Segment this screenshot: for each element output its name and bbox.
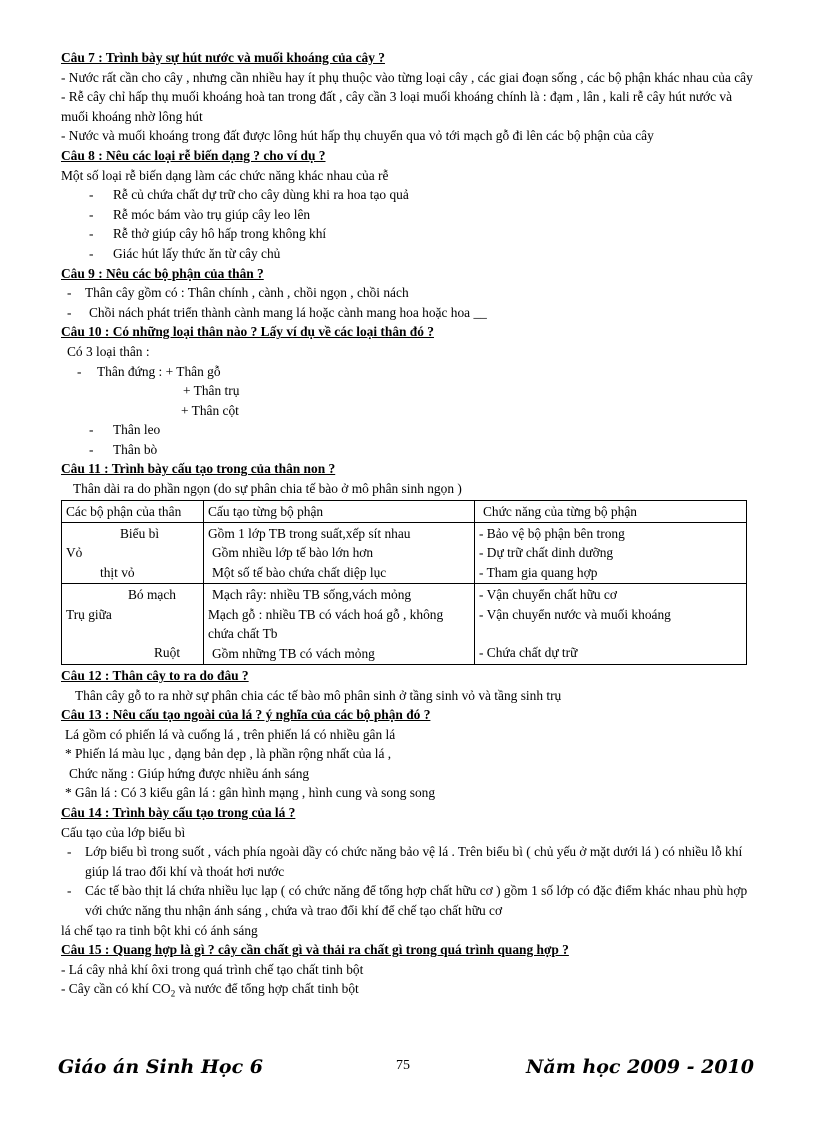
q9-item-1: - Thân cây gồm có : Thân chính , cành , chồi ngọn , chồi nách [61,283,757,303]
row1-function [475,523,747,584]
q15-line-2-sub: 2 [170,989,176,1000]
document-body [61,48,757,1005]
row2-function-2: - Vận chuyển nước và muối khoáng [479,606,671,622]
q15-title: Câu 15 : Quang hợp là gì ? cây cần chất gì và thải ra chất gì trong quá trình quang hợp ? [61,942,569,958]
footer-title: Giáo án Sinh Học 6 [58,1056,263,1078]
table-row [62,523,747,584]
q11-title: Câu 11 : Trình bày cấu tạo trong của thân non ? [61,461,336,477]
row1-structure-2: Gồm nhiều lớp tế bào lớn hơn [212,545,374,561]
table-row [62,584,747,665]
q8-title: Câu 8 : Nêu các loại rễ biến dạng ? cho ví dụ ? [61,147,326,163]
row2-function-1: - Vận chuyển chất hữu cơ [479,587,617,603]
row2-function-3: - Chứa chất dự trữ [479,645,578,661]
q8-intro: Một số loại rễ biến dạng làm các chức năng khác nhau của rễ [61,167,389,183]
row2-function [475,584,747,665]
q13-line-2: * Phiến lá màu lục , dạng bản dẹp , là phần rộng nhất của lá , [65,746,392,762]
q10-other-2: - Thân bò [61,440,757,460]
q7-title: Câu 7 : Trình bày sự hút nước và muối khoáng của cây ? [61,50,385,65]
q10-stand: - Thân đứng : + Thân gỗ [77,363,221,379]
q15-line-2 [61,979,757,1004]
q7-line-1: - Nước rất cần cho cây , nhưng cần nhiều hay ít phụ thuộc vào từng loại cây , các giai đoạn sống , các bộ phận khác nhau của cây [61,69,753,85]
table-header-row [62,500,747,522]
table-header-structure: Cấu tạo từng bộ phận [204,500,475,522]
q13-title: Câu 13 : Nêu cấu tạo ngoài của lá ? ý nghĩa của các bộ phận đó ? [61,707,431,723]
q10-intro: Có 3 loại thân : [67,343,150,359]
q13-line-4: * Gân lá : Có 3 kiểu gân lá : gân hình mạng , hình cung và song song [65,785,436,801]
row2-structure-1: Mạch rây: nhiều TB sống,vách mỏng [212,587,412,603]
table-header-parts: Các bộ phận của thân [62,500,204,522]
row2-part-2: Trụ giữa [66,606,112,622]
q8-item-3: - Rễ thở giúp cây hô hấp trong không khí [61,224,757,244]
row1-structure [204,523,475,584]
row1-part-2: Vỏ [66,545,83,561]
q10-other-1: - Thân leo [61,420,757,440]
row2-structure [204,584,475,665]
q14-p2: - Các tế bào thịt lá chứa nhiều lục lạp ( có chức năng để tổng hợp chất hữu cơ ) gồm 1 số lớp có đặc điểm khác nhau phù hợp với chức năng thu nhận ánh sáng , chứa và trao đổi khí để chế tạo chất hữu cơ [61,881,757,920]
row2-structure-3: Gồm những TB có vách mỏng [212,645,375,661]
row1-part-3: thịt vỏ [100,564,135,580]
q9-item-2: - Chồi nách phát triển thành cành mang lá hoặc cành mang hoa hoặc hoa __ [61,303,757,323]
row1-parts [62,523,204,584]
row2-structure-2: Mạch gỗ : nhiều TB có vách hoá gỗ , không chứa chất Tb [208,606,444,642]
page-number: 75 [396,1058,410,1073]
q8-item-4: - Giác hút lấy thức ăn từ cây chủ [61,244,757,264]
q7-line-3: - Nước và muối khoáng trong đất được lông hút hấp thụ chuyển qua vỏ tới mạch gỗ đi lên các bộ phận của cây [61,128,654,144]
row1-function-2: - Dự trữ chất dinh dưỡng [479,545,614,561]
q13-line-1: Lá gồm có phiến lá và cuống lá , trên phiến lá có nhiều gân lá [65,726,396,742]
q14-p3: lá chế tạo ra tinh bột khi có ánh sáng [61,922,258,938]
q15-line-2a: - Cây cần có khí CO [61,981,171,997]
row2-part-1: Bó mạch [128,587,176,603]
q15-line-1: - Lá cây nhả khí ôxi trong quá trình chế tạo chất tinh bột [61,961,364,977]
row1-function-1: - Bảo vệ bộ phận bên trong [479,526,625,542]
q8-item-2: - Rễ móc bám vào trụ giúp cây leo lên [61,205,757,225]
row2-part-3: Ruột [154,645,181,661]
q10-title: Câu 10 : Có những loại thân nào ? Lấy ví dụ về các loại thân đó ? [61,324,434,340]
q12-text: Thân cây gỗ to ra nhờ sự phân chia các tế bào mô phân sinh ở tầng sinh vỏ và tầng sinh trụ [75,687,562,703]
row1-part-1: Biểu bì [120,526,160,542]
q12-title: Câu 12 : Thân cây to ra do đâu ? [61,667,249,683]
stem-structure-table [61,500,747,665]
row1-function-3: - Tham gia quang hợp [479,564,598,580]
q13-line-3: Chức năng : Giúp hứng được nhiều ánh sáng [69,765,310,781]
table-header-function: Chức năng của từng bộ phận [475,500,747,522]
q10-stand-sub-2: + Thân cột [181,402,239,418]
q15-line-2b: và nước để tổng hợp chất tinh bột [175,981,359,997]
q14-intro: Cấu tạo của lớp biểu bì [61,824,186,840]
row1-structure-1: Gồm 1 lớp TB trong suất,xếp sít nhau [208,526,411,542]
footer-year: Năm học 2009 - 2010 [526,1056,754,1078]
q14-p1: - Lớp biểu bì trong suốt , vách phía ngoài dầy có chức năng bảo vệ lá . Trên biểu bì ( chủ yếu ở mặt dưới lá ) có nhiều lỗ khí giúp lá trao đổi khí và thoát hơi nước [61,842,757,881]
q10-stand-label: Thân đứng : + Thân gỗ [97,363,221,379]
q7-line-2: - Rễ cây chỉ hấp thụ muối khoáng hoà tan trong đất , cây cần 3 loại muối khoáng chính là : đạm , lân , kali rễ cây hút nước và muối khoáng nhờ lông hút [61,89,733,124]
q9-title: Câu 9 : Nêu các bộ phận của thân ? [61,265,264,281]
row1-structure-3: Một số tế bào chứa chất diệp lục [212,564,387,580]
q10-stand-sub-1: + Thân trụ [183,383,240,399]
q11-intro: Thân dài ra do phần ngọn (do sự phân chia tế bào ở mô phân sinh ngọn ) [73,481,462,497]
q8-item-1: - Rễ củ chứa chất dự trữ cho cây dùng khi ra hoa tạo quả [61,185,757,205]
page-footer [58,1056,758,1080]
row2-parts [62,584,204,665]
q14-title: Câu 14 : Trình bày cấu tạo trong của lá ? [61,805,296,821]
